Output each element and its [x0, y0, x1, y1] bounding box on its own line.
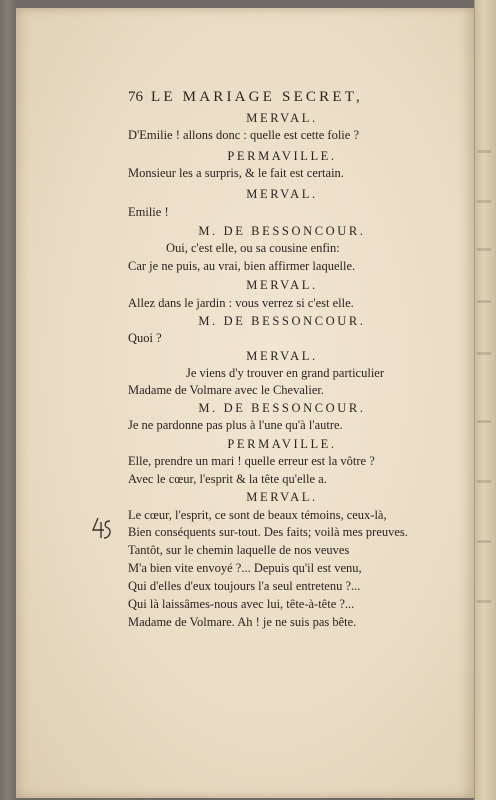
- running-title: LE MARIAGE SECRET,: [151, 89, 363, 105]
- verse-line: D'Emilie ! allons donc : quelle est cette folie ?: [128, 128, 359, 142]
- verse-line: Je viens d'y trouver en grand particulier: [186, 366, 385, 380]
- verse-line: Le cœur, l'esprit, ce sont de beaux témoins, ceux-là,: [128, 508, 387, 522]
- verse-line: Madame de Volmare. Ah ! je ne suis pas bête.: [128, 615, 357, 629]
- verse-line: Je ne pardonne pas plus à l'une qu'à l'autre.: [128, 418, 343, 432]
- speaker-name: M. DE BESSONCOUR.: [198, 224, 366, 238]
- verse-line: Qui là laissâmes-nous avec lui, tête-à-tête ?...: [128, 597, 355, 611]
- verse-line: Madame de Volmare avec le Chevalier.: [128, 383, 324, 397]
- speaker-name: PERMAVILLE.: [227, 437, 337, 451]
- speaker-name: MERVAL.: [246, 111, 318, 125]
- facing-page-edge: [474, 0, 496, 800]
- verse-line: Quoi ?: [128, 331, 162, 345]
- verse-line: M'a bien vite envoyé ?... Depuis qu'il est venu,: [128, 561, 362, 575]
- speaker-name: PERMAVILLE.: [227, 149, 337, 163]
- running-header: [128, 88, 363, 106]
- verse-line: Qui d'elles d'eux toujours l'a seul entretenu ?...: [128, 579, 361, 593]
- speaker-name: MERVAL.: [246, 349, 318, 363]
- verse-line: Monsieur les a surpris, & le fait est certain.: [128, 166, 344, 180]
- verse-line: Car je ne puis, au vrai, bien affirmer laquelle.: [128, 259, 356, 273]
- speaker-name: M. DE BESSONCOUR.: [198, 401, 366, 415]
- speaker-name: MERVAL.: [246, 490, 318, 504]
- verse-line: Emilie !: [128, 205, 169, 219]
- verse-line: Bien conséquents sur-tout. Des faits; voilà mes preuves.: [128, 525, 408, 539]
- page-number: 76: [128, 89, 143, 105]
- handwritten-margin-mark: [90, 516, 112, 542]
- verse-line: Oui, c'est elle, ou sa cousine enfin:: [166, 241, 340, 255]
- speaker-name: MERVAL.: [246, 278, 318, 292]
- verse-line: Tantôt, sur le chemin laquelle de nos veuves: [128, 543, 350, 557]
- speaker-name: M. DE BESSONCOUR.: [198, 314, 366, 328]
- verse-line: Allez dans le jardin : vous verrez si c'est elle.: [128, 296, 354, 310]
- verse-line: Avec le cœur, l'esprit & la tête qu'elle a.: [128, 472, 327, 486]
- speaker-name: MERVAL.: [246, 187, 318, 201]
- verse-line: Elle, prendre un mari ! quelle erreur est la vôtre ?: [128, 454, 375, 468]
